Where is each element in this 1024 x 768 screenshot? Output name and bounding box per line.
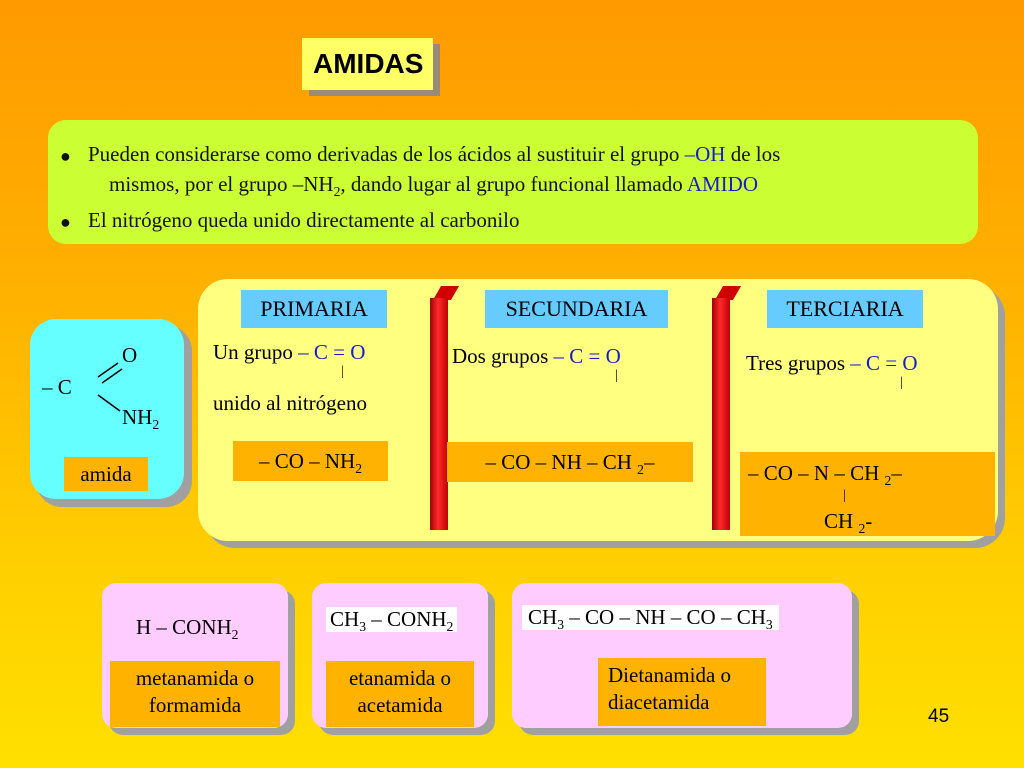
amida-nh2: $NH_2$	[122, 405, 160, 432]
bullet-icon: ●	[60, 146, 71, 166]
example-formula: H – $CONH_2$	[136, 615, 239, 642]
header-terciaria: TERCIARIA	[767, 290, 923, 328]
secundaria-formula: – CO – NH – CH $_2$–	[447, 442, 693, 482]
terciaria-formula	[740, 452, 995, 536]
example-name-etanamida: etanamida o acetamida	[326, 661, 474, 727]
divider-bar-1	[430, 298, 448, 530]
terciaria-formula-line-2: CH $_2$-	[824, 509, 873, 536]
secundaria-desc-1: Dos grupos – C = O	[452, 344, 621, 368]
terciaria-formula-line-1: – CO – N – CH $_2$–	[748, 461, 902, 488]
bond-mark: |	[341, 364, 344, 379]
bullet-icon: ●	[60, 212, 71, 232]
amida-carbon: – C	[42, 375, 72, 399]
primaria-desc-1: Un grupo – C = O	[213, 340, 366, 364]
intro-line-1: Pueden considerarse como derivadas de los ácidos al sustituir el grupo –OH de los	[88, 142, 781, 166]
example-name-metanamida: metanamida o formamida	[110, 661, 280, 727]
example-formula: $CH_3$ – $CONH_2$	[326, 607, 457, 632]
example-name-diacetamida: Dietanamida o diacetamida	[598, 658, 766, 726]
terciaria-desc-1: Tres grupos – C = O	[746, 351, 918, 375]
header-secundaria: SECUNDARIA	[485, 290, 668, 328]
amida-oxygen: O	[122, 343, 138, 367]
divider-bar-2	[712, 298, 730, 530]
intro-box	[48, 120, 978, 244]
intro-line-3: El nitrógeno queda unido directamente al carbonilo	[88, 208, 520, 232]
intro-line-2: mismos, por el grupo $-NH_2$, dando lugar al grupo funcional llamado AMIDO	[109, 172, 758, 199]
header-primaria: PRIMARIA	[241, 290, 387, 328]
example-formula: $CH_3$ – CO – NH – CO – $CH_3$	[522, 605, 779, 630]
bond-mark: |	[615, 368, 618, 383]
amida-label: amida	[64, 457, 148, 491]
bond-mark: |	[843, 488, 846, 503]
primaria-desc-2: unido al nitrógeno	[213, 391, 367, 415]
page-number: 45	[928, 706, 950, 727]
primaria-formula: – CO – $NH_2$	[233, 441, 388, 481]
bond-mark: |	[900, 375, 903, 390]
page-title: AMIDAS	[302, 38, 433, 90]
